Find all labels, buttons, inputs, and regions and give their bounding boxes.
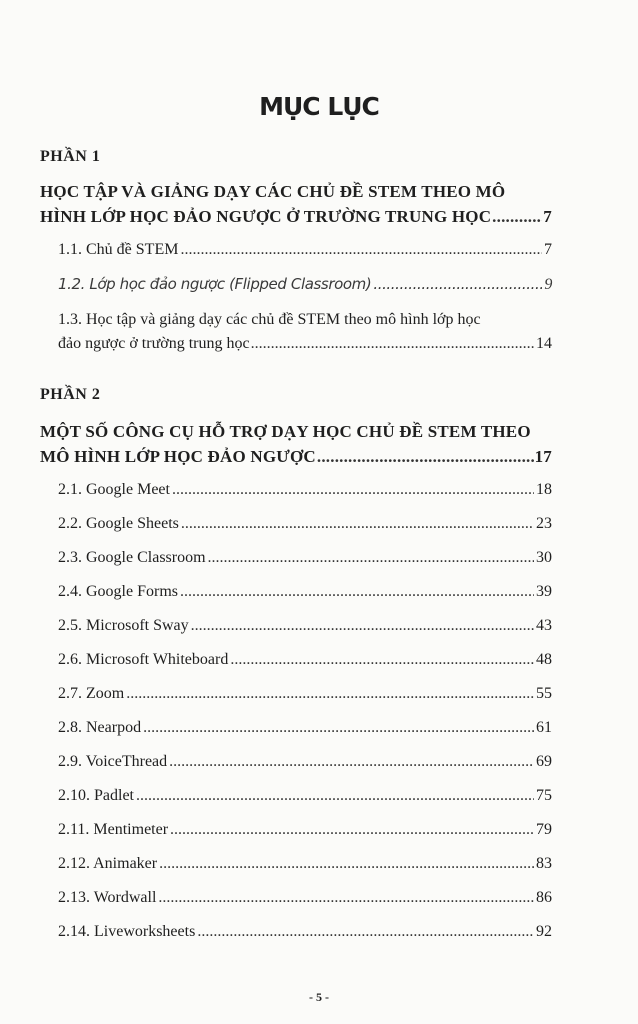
toc-entry-2-6[interactable] <box>58 650 552 684</box>
toc-entry-2-7[interactable] <box>58 684 552 718</box>
toc-entry-label: 2.14. Liveworksheets <box>58 923 196 940</box>
toc-entry-page: 48 <box>536 651 552 668</box>
page-title: MỤC LỤC <box>259 92 379 121</box>
toc-entry-2-8[interactable] <box>58 718 552 752</box>
toc-entry-label: 1.2. Lớp học đảo ngược (Flipped Classroom) <box>58 275 372 293</box>
toc-entry-2-5[interactable] <box>58 616 552 650</box>
toc-entry-page: 23 <box>536 515 552 532</box>
toc-entry-label: đảo ngược ở trường trung học <box>58 335 250 352</box>
part-2-heading-text: MÔ HÌNH LỚP HỌC ĐẢO NGƯỢC <box>40 447 316 466</box>
toc-entry-page: 7 <box>544 241 552 258</box>
toc-entry-2-12[interactable] <box>58 854 552 888</box>
toc-entry-page: 18 <box>536 481 552 498</box>
toc-entry-2-4[interactable] <box>58 582 552 616</box>
toc-entry-page: 39 <box>536 583 552 600</box>
toc-entry-label-line-2 <box>58 332 552 356</box>
toc-entry-page: 92 <box>536 923 552 940</box>
part-1-label: PHẦN 1 <box>40 148 101 165</box>
part-1-heading-page: 7 <box>543 207 552 226</box>
toc-entry-page: 55 <box>536 685 552 702</box>
toc-entry-1-1[interactable] <box>58 240 552 274</box>
toc-entry-label: 2.5. Microsoft Sway <box>58 617 189 634</box>
dot-leader <box>191 616 534 636</box>
dot-leader <box>230 650 534 670</box>
dot-leader <box>158 888 534 908</box>
toc-entry-page: 83 <box>536 855 552 872</box>
part-2-label: PHẦN 2 <box>40 386 101 403</box>
dot-leader <box>126 684 534 704</box>
dot-leader <box>317 444 534 469</box>
dot-leader <box>197 922 534 942</box>
toc-entry-label: 2.4. Google Forms <box>58 583 178 600</box>
toc-entry-page: 14 <box>536 335 552 352</box>
part-2-heading-line-1: MỘT SỐ CÔNG CỤ HỖ TRỢ DẠY HỌC CHỦ ĐỀ STEM THEO <box>40 422 531 441</box>
page-number: - 5 - <box>309 990 329 1004</box>
toc-entry-2-10[interactable] <box>58 786 552 820</box>
dot-leader <box>251 332 535 356</box>
toc-entry-page: 9 <box>544 276 552 293</box>
toc-entry-label: 2.2. Google Sheets <box>58 515 179 532</box>
part-1-heading-line-2 <box>40 204 552 229</box>
toc-entry-page: 79 <box>536 821 552 838</box>
toc-entry-page: 61 <box>536 719 552 736</box>
toc-entry-label: 2.8. Nearpod <box>58 719 142 736</box>
dot-leader <box>170 820 534 840</box>
toc-entry-page: 43 <box>536 617 552 634</box>
toc-entry-label: 2.13. Wordwall <box>58 889 157 906</box>
toc-entry-1-3[interactable] <box>58 308 552 356</box>
part-1-heading <box>40 179 552 229</box>
dot-leader <box>172 480 534 500</box>
toc-entry-1-2[interactable] <box>58 274 552 308</box>
toc-entry-2-1[interactable] <box>58 480 552 514</box>
dot-leader <box>180 582 534 602</box>
part-2-toc <box>58 480 552 956</box>
toc-entry-label: 2.3. Google Classroom <box>58 549 206 566</box>
toc-entry-label: 2.1. Google Meet <box>58 481 170 498</box>
toc-entry-label-line-1: 1.3. Học tập và giảng dạy các chủ đề STEM theo mô hình lớp học <box>58 311 481 328</box>
toc-entry-label: 2.12. Animaker <box>58 855 158 872</box>
toc-entry-2-3[interactable] <box>58 548 552 582</box>
part-2-heading-line-2 <box>40 444 552 469</box>
dot-leader <box>492 204 542 229</box>
part-1-heading-text: HÌNH LỚP HỌC ĐẢO NGƯỢC Ở TRƯỜNG TRUNG HỌC <box>40 207 492 226</box>
toc-entry-page: 86 <box>536 889 552 906</box>
toc-entry-2-9[interactable] <box>58 752 552 786</box>
toc-entry-label: 2.10. Padlet <box>58 787 134 804</box>
toc-entry-label: 2.7. Zoom <box>58 685 125 702</box>
dot-leader <box>373 274 542 294</box>
dot-leader <box>143 718 534 738</box>
dot-leader <box>169 752 534 772</box>
dot-leader <box>208 548 534 568</box>
toc-entry-2-2[interactable] <box>58 514 552 548</box>
part-1-heading-line-1: HỌC TẬP VÀ GIẢNG DẠY CÁC CHỦ ĐỀ STEM THEO MÔ <box>40 182 506 201</box>
toc-entry-label: 2.6. Microsoft Whiteboard <box>58 651 229 668</box>
toc-entry-page: 69 <box>536 753 552 770</box>
dot-leader <box>180 240 542 260</box>
part-2-heading <box>40 419 552 469</box>
part-1-toc <box>58 240 552 356</box>
part-2-heading-page: 17 <box>534 447 552 466</box>
toc-entry-label: 2.9. VoiceThread <box>58 753 168 770</box>
toc-entry-2-14[interactable] <box>58 922 552 956</box>
toc-entry-page: 75 <box>536 787 552 804</box>
toc-entry-page: 30 <box>536 549 552 566</box>
toc-entry-label: 1.1. Chủ đề STEM <box>58 241 179 258</box>
toc-entry-label: 2.11. Mentimeter <box>58 821 169 838</box>
toc-entry-2-13[interactable] <box>58 888 552 922</box>
dot-leader <box>159 854 534 874</box>
dot-leader <box>181 514 534 534</box>
toc-entry-2-11[interactable] <box>58 820 552 854</box>
dot-leader <box>136 786 534 806</box>
